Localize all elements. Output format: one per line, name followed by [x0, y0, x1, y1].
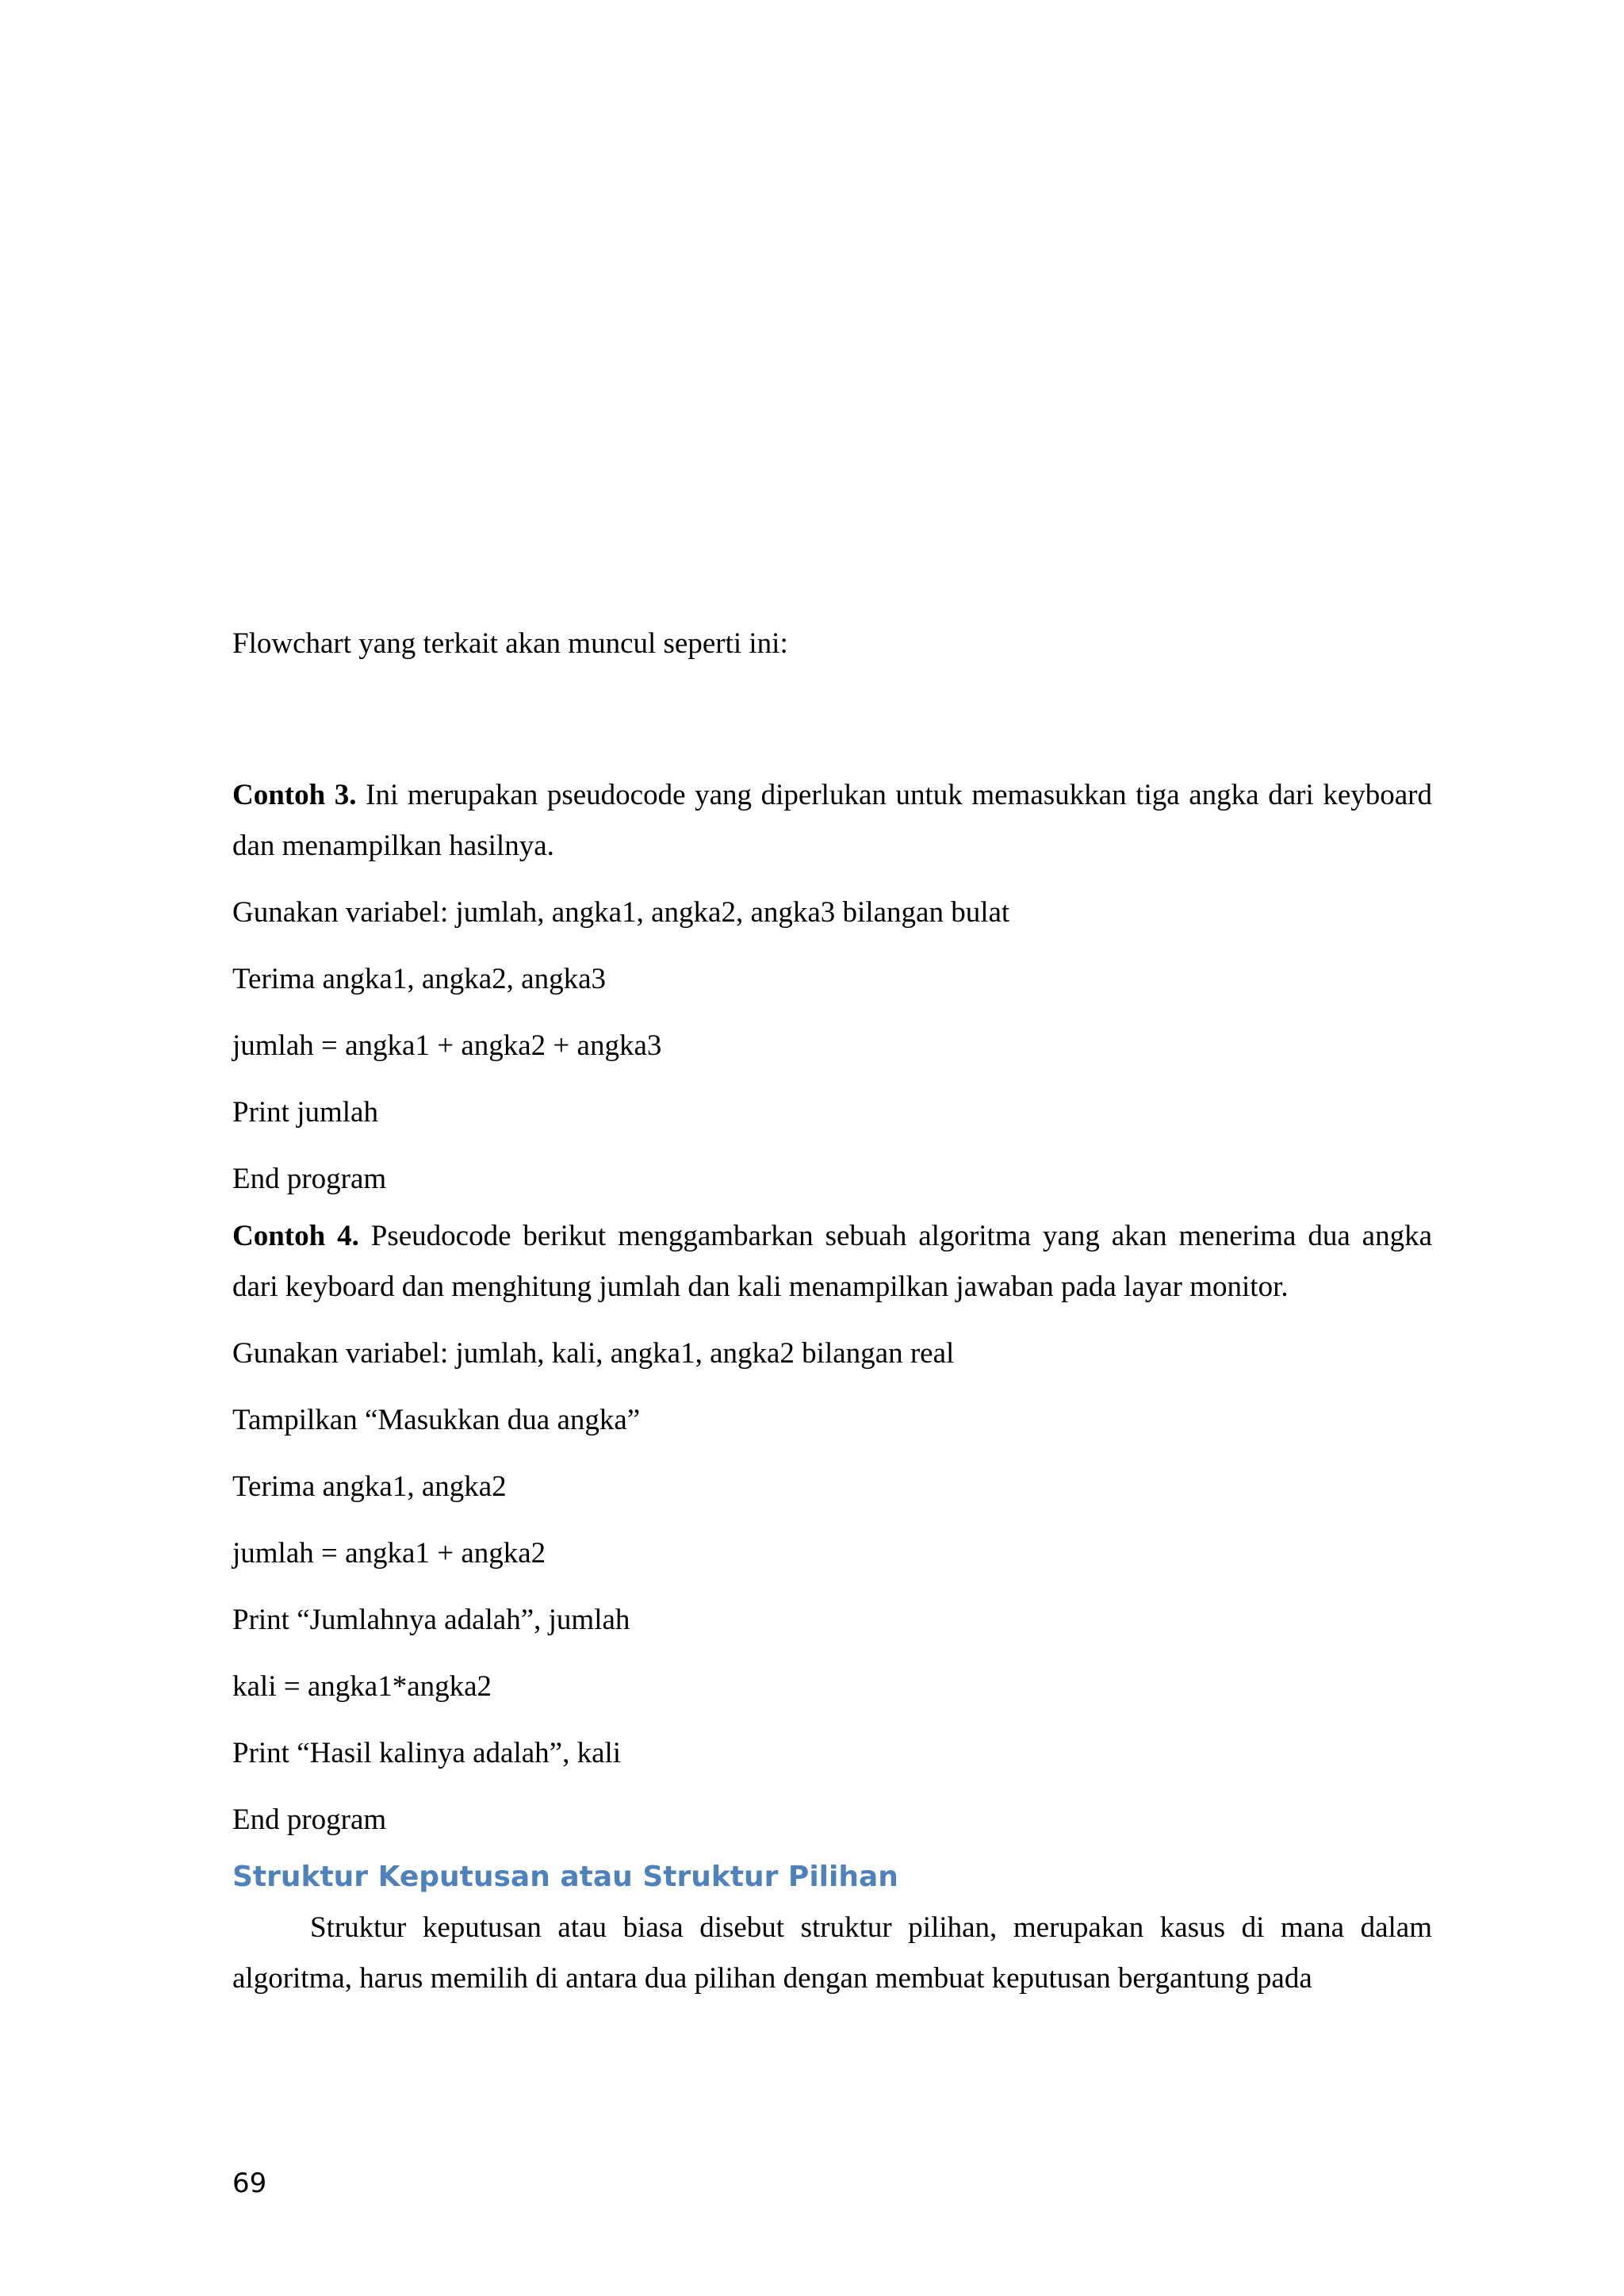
example-3-paragraph — [232, 770, 1432, 872]
code-line: jumlah = angka1 + angka2 — [232, 1537, 546, 1570]
code-line: Tampilkan “Masukkan dua angka” — [232, 1404, 641, 1436]
code-line: Terima angka1, angka2, angka3 — [232, 963, 607, 995]
page-content — [232, 619, 1432, 2004]
code-line: Terima angka1, angka2 — [232, 1470, 507, 1503]
code-line: Gunakan variabel: jumlah, kali, angka1, angka2 bilangan real — [232, 1337, 955, 1370]
page-number: 69 — [232, 2168, 267, 2199]
example-3-text: Ini merupakan pseudocode yang diperlukan untuk memasukkan tiga angka dari keyboard dan menampilkan hasilnya. — [232, 779, 1432, 862]
code-line: Print “Jumlahnya adalah”, jumlah — [232, 1604, 630, 1636]
example-4-paragraph — [232, 1211, 1432, 1313]
code-line: jumlah = angka1 + angka2 + angka3 — [232, 1029, 662, 1062]
section-heading: Struktur Keputusan atau Struktur Pilihan — [232, 1861, 898, 1893]
code-line: kali = angka1*angka2 — [232, 1670, 492, 1703]
code-line: Gunakan variabel: jumlah, angka1, angka2, angka3 bilangan bulat — [232, 896, 1010, 929]
example-4-text: Pseudocode berikut menggambarkan sebuah algoritma yang akan menerima dua angka dari keyboard dan menghitung jumlah dan kali menampilkan jawaban pada layar monitor. — [232, 1220, 1433, 1303]
section-paragraph: Struktur keputusan atau biasa disebut struktur pilihan, merupakan kasus di mana dalam algoritma, harus memilih di antara dua pilihan dengan membuat keputusan bergantung pada — [232, 1911, 1432, 1995]
example-3-label: Contoh 3. — [232, 779, 357, 811]
code-line: Print “Hasil kalinya adalah”, kali — [232, 1737, 622, 1769]
code-line: End program — [232, 1803, 387, 1836]
code-line: End program — [232, 1163, 387, 1195]
intro-paragraph: Flowchart yang terkait akan muncul seperti ini: — [232, 627, 788, 660]
code-line: Print jumlah — [232, 1096, 378, 1129]
example-4-label: Contoh 4. — [232, 1220, 359, 1252]
